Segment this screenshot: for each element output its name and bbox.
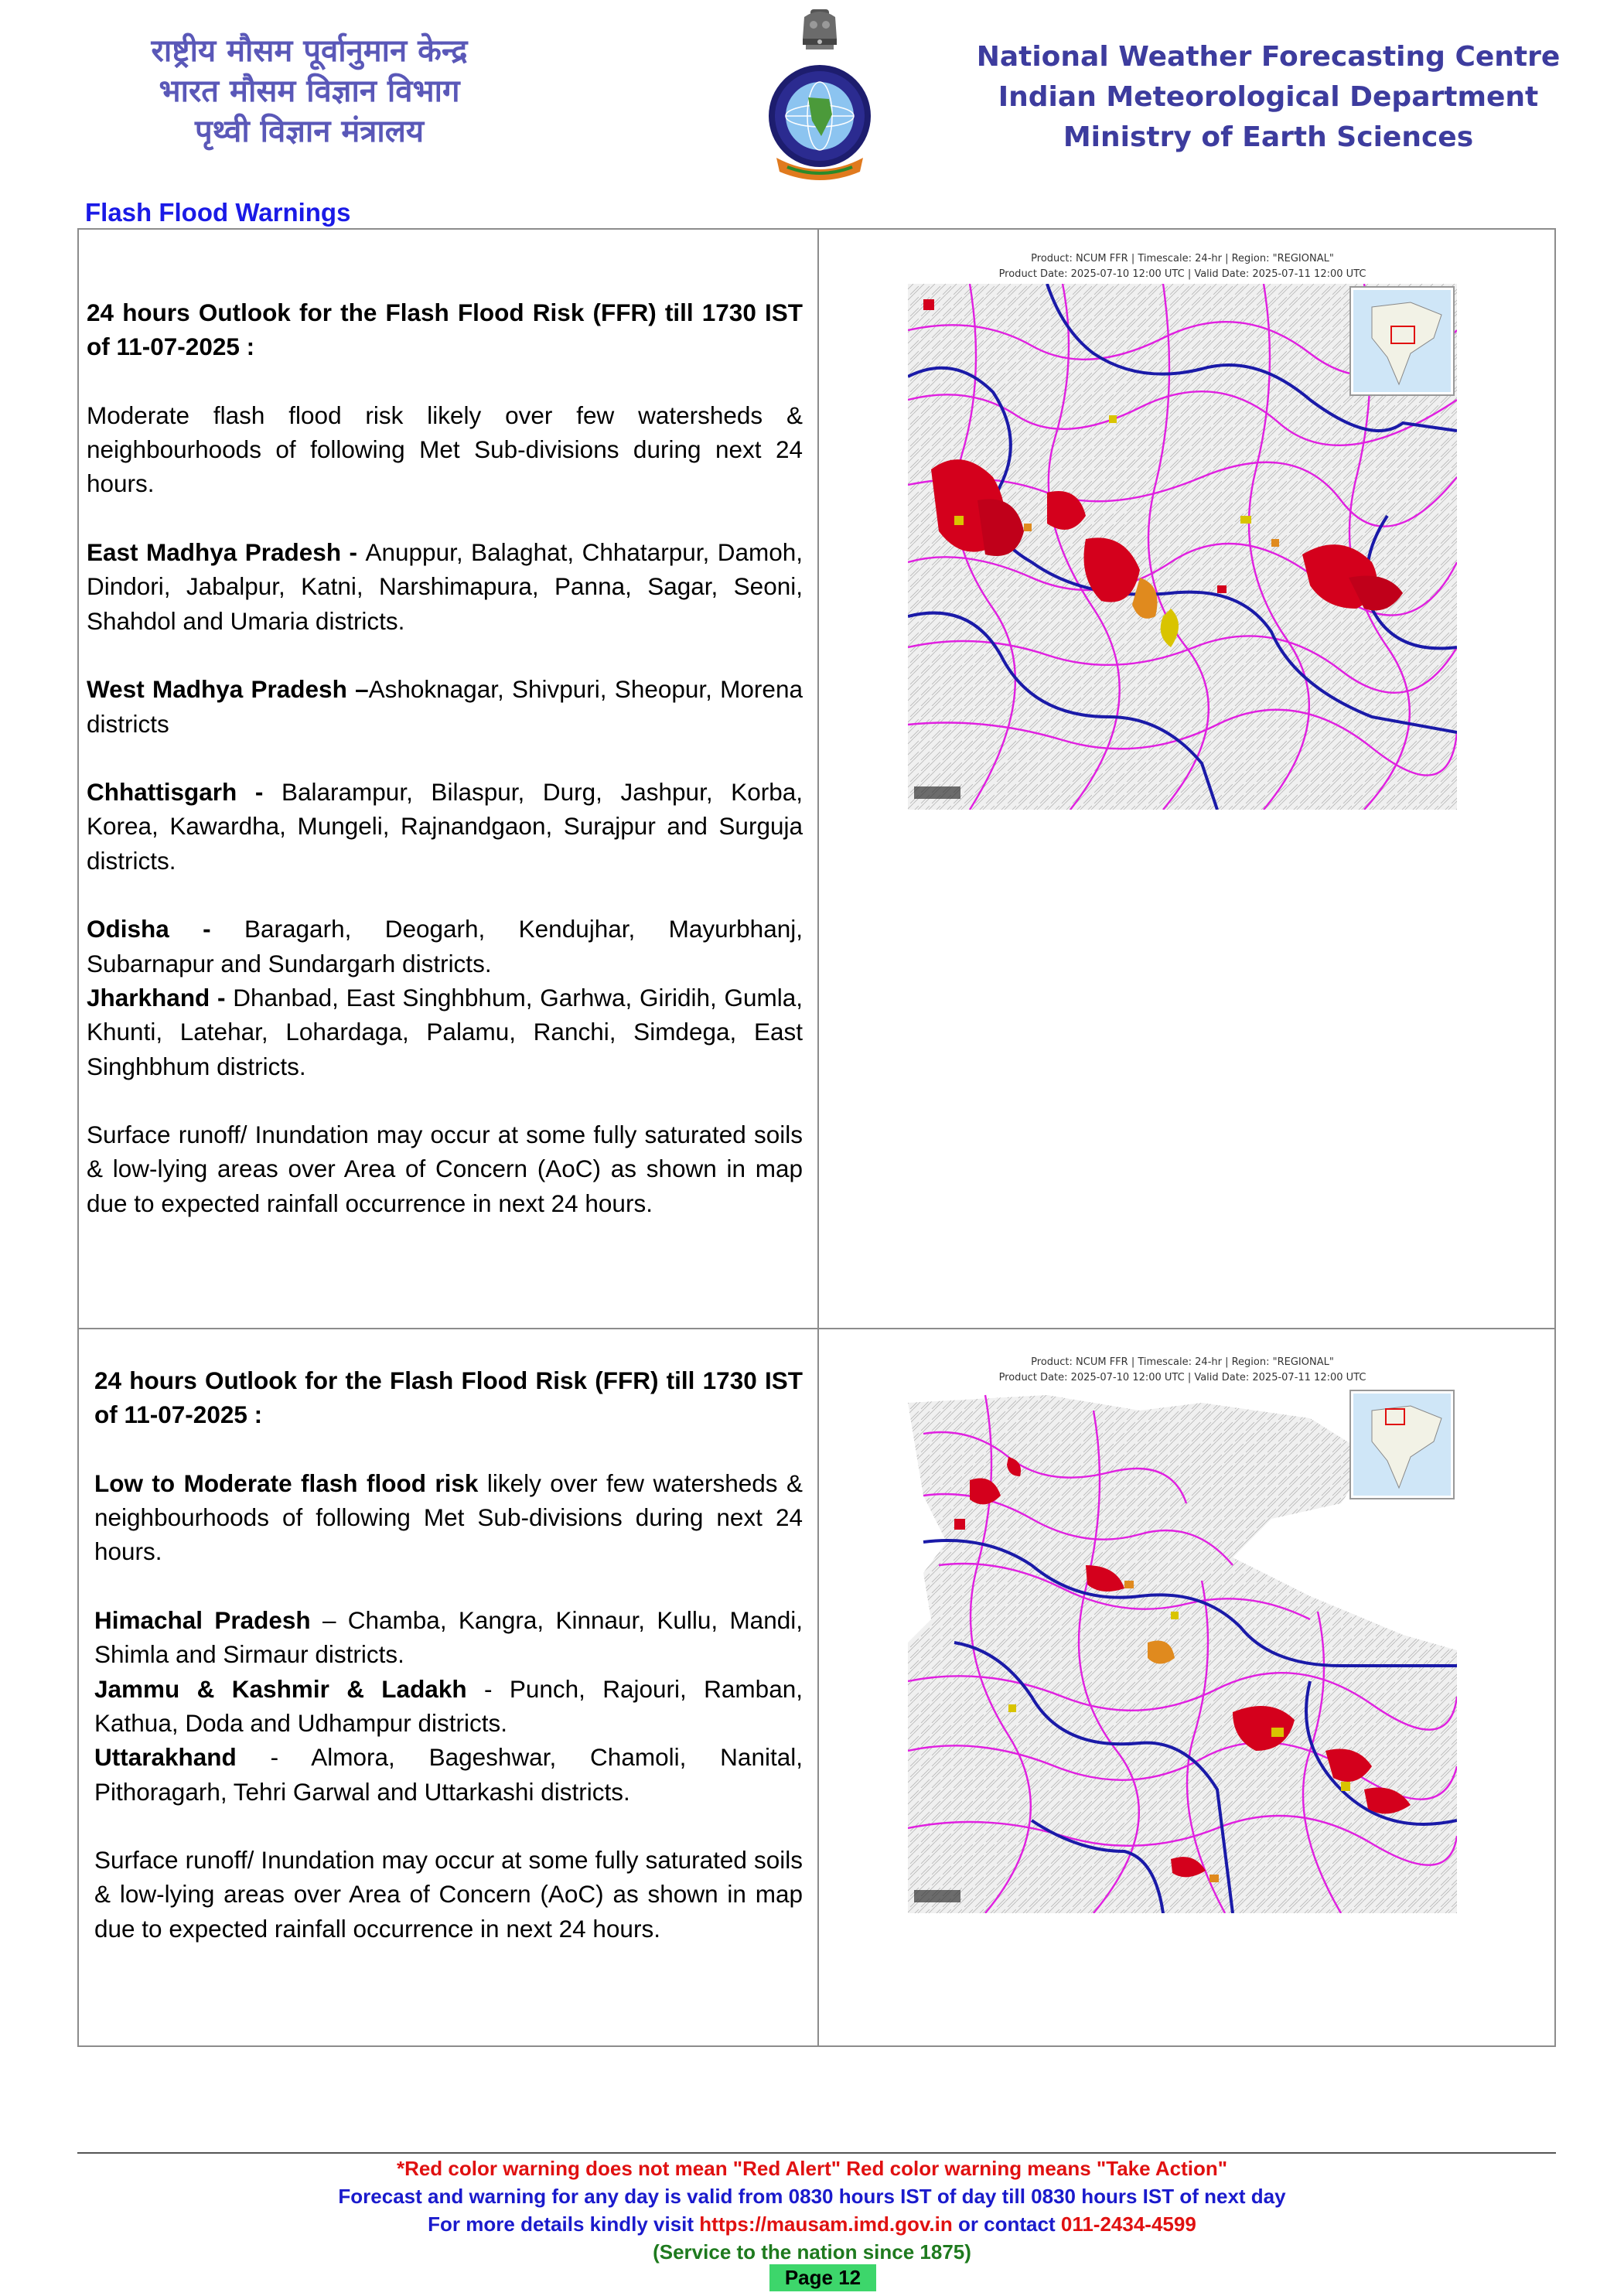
block2-text — [94, 1363, 803, 1980]
section-title: Flash Flood Warnings — [85, 198, 351, 227]
block1-region-east-mp: East Madhya Pradesh - Anuppur, Balaghat, Chhatarpur, Damoh, Dindori, Jabalpur, Katni, Narshimapura, Panna, Sagar, Seoni, Shahdol and Umaria districts. — [87, 538, 803, 635]
block2-region-jk-ladakh: Jammu & Kashmir & Ladakh - Punch, Rajouri, Ramban, Kathua, Doda and Udhampur districts. — [94, 1674, 803, 1737]
block1-map-caption-1: Product: NCUM FFR | Timescale: 24-hr | Region: "REGIONAL" — [1031, 253, 1334, 264]
block1-intro: Moderate flash flood risk likely over few watersheds & neighbourhoods of following Met Sub-divisions during next 24 hours. — [87, 401, 803, 498]
block2-region-himachal: Himachal Pradesh – Chamba, Kangra, Kinnaur, Kullu, Mandi, Shimla and Sirmaur districts. — [94, 1606, 803, 1669]
block1-heading: 24 hours Outlook for the Flash Flood Risk (FFR) till 1730 IST of 11-07-2025 : — [87, 299, 803, 361]
footer-service-note: (Service to the nation since 1875) — [653, 2240, 971, 2264]
block1-region-chhattisgarh: Chhattisgarh - Balarampur, Bilaspur, Durg, Jashpur, Korba, Korea, Kawardha, Mungeli, Rajnandgaon, Surajpur and Surguja districts. — [87, 778, 803, 875]
block2-map-caption-1: Product: NCUM FFR | Timescale: 24-hr | Region: "REGIONAL" — [1031, 1356, 1334, 1368]
block2-intro: Low to Moderate flash flood risk likely over few watersheds & neighbourhoods of following Met Sub-divisions during next 24 hours. — [94, 1469, 803, 1566]
english-line-1: National Weather Forecasting Centre — [976, 41, 1561, 73]
block2-map-caption-2: Product Date: 2025-07-10 12:00 UTC | Valid Date: 2025-07-11 12:00 UTC — [998, 1372, 1366, 1383]
block2-region-uttarakhand: Uttarakhand - Almora, Bageshwar, Chamoli, Nanital, Pithoragarh, Tehri Garwal and Uttarkashi districts. — [94, 1743, 803, 1806]
block1-text — [87, 295, 803, 1254]
english-line-2: Indian Meteorological Department — [998, 81, 1539, 113]
imd-emblem-logo — [766, 6, 874, 184]
row-divider — [79, 1328, 1554, 1329]
block1-map — [908, 253, 1457, 810]
block2-heading: 24 hours Outlook for the Flash Flood Risk (FFR) till 1730 IST of 11-07-2025 : — [94, 1366, 803, 1429]
page-number: Page 12 — [769, 2264, 876, 2291]
hindi-line-1: राष्ट्रीय मौसम पूर्वानुमान केन्द्र — [151, 33, 468, 69]
header-hindi-title — [70, 31, 549, 152]
block1-region-odisha: Odisha - Baragarh, Deogarh, Kendujhar, Mayurbhanj, Subarnapur and Sundargarh districts. — [87, 915, 803, 977]
footer-validity-note: Forecast and warning for any day is valid from 0830 hours IST of day till 0830 hours IST of next day — [338, 2185, 1286, 2208]
block2-map — [908, 1356, 1457, 1913]
hindi-line-2: भारत मौसम विज्ञान विभाग — [159, 73, 460, 109]
block2-closing: Surface runoff/ Inundation may occur at some fully saturated soils & low-lying areas over Area of Concern (AoC) as shown in map due to expected rainfall occurrence in next 24 hours. — [94, 1846, 803, 1943]
warnings-table — [77, 228, 1556, 2047]
header-english-title — [967, 37, 1570, 158]
website-link[interactable]: https://mausam.imd.gov.in — [699, 2212, 953, 2236]
block1-region-west-mp: West Madhya Pradesh –Ashoknagar, Shivpuri, Sheopur, Morena districts — [87, 675, 803, 738]
footer-contact-line: For more details kindly visit https://mausam.imd.gov.in or contact 011-2434-4599 — [428, 2212, 1196, 2236]
hindi-line-3: पृथ्वी विज्ञान मंत्रालय — [194, 114, 425, 149]
block1-map-caption-2: Product Date: 2025-07-10 12:00 UTC | Valid Date: 2025-07-11 12:00 UTC — [998, 268, 1366, 280]
footer-rule — [77, 2152, 1556, 2154]
column-divider — [817, 230, 819, 2045]
footer-red-warning-note: *Red color warning does not mean "Red Alert" Red color warning means "Take Action" — [396, 2157, 1228, 2180]
block1-region-jharkhand: Jharkhand - Dhanbad, East Singhbhum, Garhwa, Giridih, Gumla, Khunti, Latehar, Lohardaga, Palamu, Ranchi, Simdega, East Singhbhum districts. — [87, 983, 803, 1080]
north-india-ffr-map — [908, 1387, 1457, 1913]
english-line-3: Ministry of Earth Sciences — [1063, 121, 1474, 153]
central-india-ffr-map — [908, 284, 1457, 810]
block1-closing: Surface runoff/ Inundation may occur at some fully saturated soils & low-lying areas over Area of Concern (AoC) as shown in map due to expected rainfall occurrence in next 24 hours. — [87, 1121, 803, 1217]
contact-phone: 011-2434-4599 — [1060, 2212, 1196, 2236]
